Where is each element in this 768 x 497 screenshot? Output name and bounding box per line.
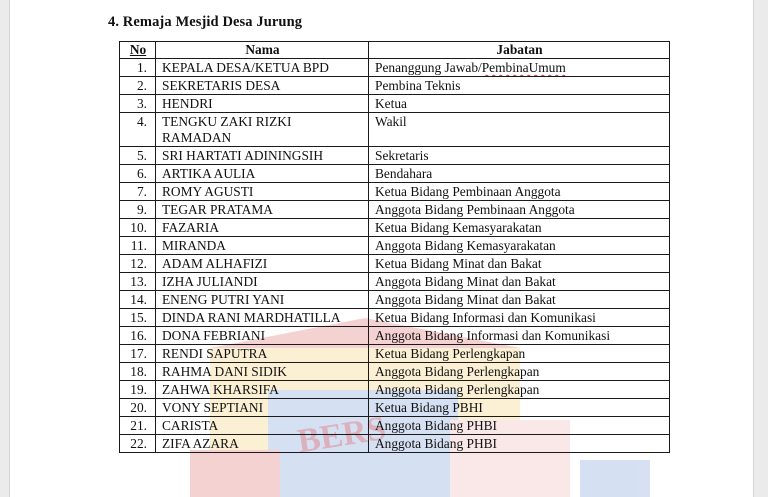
row-number: 12.	[120, 255, 156, 273]
row-number: 16.	[120, 327, 156, 345]
member-name: RAHMA DANI SIDIK	[156, 363, 369, 381]
table-row	[120, 417, 670, 435]
member-position: Anggota Bidang Kemasyarakatan	[369, 237, 670, 255]
row-number: 18.	[120, 363, 156, 381]
row-number: 21.	[120, 417, 156, 435]
member-position: Ketua Bidang PBHI	[369, 399, 670, 417]
header-jabatan: Jabatan	[369, 42, 670, 59]
table-row	[120, 291, 670, 309]
member-position: Ketua Bidang Kemasyarakatan	[369, 219, 670, 237]
header-no: No	[120, 42, 156, 59]
table-row	[120, 113, 670, 147]
member-name: KEPALA DESA/KETUA BPD	[156, 59, 369, 77]
member-name: ADAM ALHAFIZI	[156, 255, 369, 273]
member-position: Wakil	[369, 113, 670, 147]
row-number: 11.	[120, 237, 156, 255]
member-position: Anggota Bidang Minat dan Bakat	[369, 291, 670, 309]
row-number: 22.	[120, 435, 156, 453]
member-name: ZIFA AZARA	[156, 435, 369, 453]
watermark-text: BERS	[294, 409, 389, 461]
member-position: Ketua Bidang Minat dan Bakat	[369, 255, 670, 273]
table-row	[120, 399, 670, 417]
member-name: CARISTA	[156, 417, 369, 435]
member-name: DINDA RANI MARDHATILLA	[156, 309, 369, 327]
table-row	[120, 237, 670, 255]
row-number: 13.	[120, 273, 156, 291]
row-number: 1.	[120, 59, 156, 77]
page-edge-left	[0, 0, 10, 497]
table-row	[120, 59, 670, 77]
table-row	[120, 327, 670, 345]
table-row	[120, 363, 670, 381]
table-row	[120, 77, 670, 95]
row-number: 10.	[120, 219, 156, 237]
row-number: 6.	[120, 165, 156, 183]
member-name: ENENG PUTRI YANI	[156, 291, 369, 309]
row-number: 2.	[120, 77, 156, 95]
row-number: 20.	[120, 399, 156, 417]
table-row	[120, 309, 670, 327]
member-position: Pembina Teknis	[369, 77, 670, 95]
table-row	[120, 381, 670, 399]
table-row	[120, 345, 670, 363]
row-number: 19.	[120, 381, 156, 399]
header-nama: Nama	[156, 42, 369, 59]
member-name: ARTIKA AULIA	[156, 165, 369, 183]
position-text: Penanggung Jawab/	[375, 60, 482, 75]
row-number: 9.	[120, 201, 156, 219]
member-position: Sekretaris	[369, 147, 670, 165]
member-name: SRI HARTATI ADININGSIH	[156, 147, 369, 165]
row-number: 17.	[120, 345, 156, 363]
table-row	[120, 183, 670, 201]
member-name: TENGKU ZAKI RIZKI RAMADAN	[156, 113, 369, 147]
member-name: TEGAR PRATAMA	[156, 201, 369, 219]
table-row	[120, 273, 670, 291]
table-row	[120, 147, 670, 165]
section-heading: 4. Remaja Mesjid Desa Jurung	[108, 14, 303, 30]
table-row	[120, 435, 670, 453]
member-position	[369, 59, 670, 77]
member-name: ZAHWA KHARSIFA	[156, 381, 369, 399]
member-name: SEKRETARIS DESA	[156, 77, 369, 95]
member-position: Anggota Bidang Minat dan Bakat	[369, 273, 670, 291]
page-edge-right	[753, 0, 768, 497]
table-row	[120, 165, 670, 183]
member-name: HENDRI	[156, 95, 369, 113]
member-table	[119, 41, 670, 453]
table-row	[120, 201, 670, 219]
row-number: 7.	[120, 183, 156, 201]
member-name: DONA FEBRIANI	[156, 327, 369, 345]
row-number: 3.	[120, 95, 156, 113]
table-row	[120, 255, 670, 273]
member-position: Anggota Bidang Pembinaan Anggota	[369, 201, 670, 219]
member-position: Ketua Bidang Pembinaan Anggota	[369, 183, 670, 201]
member-name: IZHA JULIANDI	[156, 273, 369, 291]
row-number: 15.	[120, 309, 156, 327]
spellcheck-flagged-word: PembinaUmum	[481, 60, 566, 75]
member-position: Anggota Bidang Perlengkapan	[369, 381, 670, 399]
member-position: Ketua Bidang Perlengkapan	[369, 345, 670, 363]
row-number: 14.	[120, 291, 156, 309]
member-position: Bendahara	[369, 165, 670, 183]
member-name: VONY SEPTIANI	[156, 399, 369, 417]
row-number: 5.	[120, 147, 156, 165]
member-position: Anggota Bidang PHBI	[369, 417, 670, 435]
member-position: Anggota Bidang Perlengkapan	[369, 363, 670, 381]
table-row	[120, 219, 670, 237]
member-position: Ketua	[369, 95, 670, 113]
row-number: 4.	[120, 113, 156, 147]
table-header-row	[120, 42, 670, 59]
member-position: Ketua Bidang Informasi dan Komunikasi	[369, 309, 670, 327]
member-name: FAZARIA	[156, 219, 369, 237]
member-name: MIRANDA	[156, 237, 369, 255]
member-position: Anggota Bidang PHBI	[369, 435, 670, 453]
member-name: RENDI SAPUTRA	[156, 345, 369, 363]
member-name: ROMY AGUSTI	[156, 183, 369, 201]
table-row	[120, 95, 670, 113]
member-position: Anggota Bidang Informasi dan Komunikasi	[369, 327, 670, 345]
